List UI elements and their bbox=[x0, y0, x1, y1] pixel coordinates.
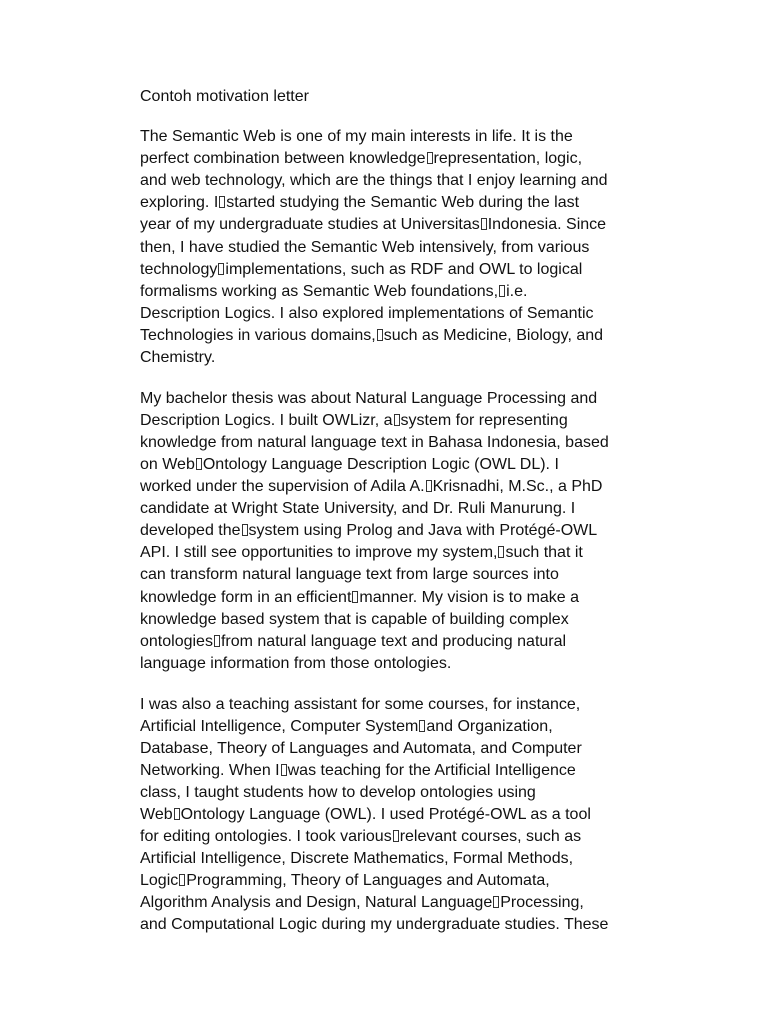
missing-glyph-icon bbox=[419, 720, 425, 732]
missing-glyph-icon bbox=[426, 480, 432, 492]
missing-glyph-icon bbox=[174, 808, 180, 820]
missing-glyph-icon bbox=[218, 263, 224, 275]
text-line: formalisms working as Semantic Web foundations, i.e. bbox=[140, 282, 528, 300]
paragraph bbox=[140, 388, 640, 675]
missing-glyph-icon bbox=[196, 458, 202, 470]
missing-glyph-icon bbox=[281, 764, 287, 776]
text-line: Artificial Intelligence, Discrete Mathematics, Formal Methods, bbox=[140, 850, 574, 868]
missing-glyph-icon bbox=[179, 874, 185, 886]
text-line: Database, Theory of Languages and Automata, and Computer bbox=[140, 739, 582, 757]
missing-glyph-icon bbox=[394, 414, 400, 426]
text-line: and web technology, which are the things that I enjoy learning and bbox=[140, 172, 608, 190]
missing-glyph-icon bbox=[498, 546, 504, 558]
text-line: exploring. I started studying the Semantic Web during the last bbox=[140, 194, 580, 212]
text-line: for editing ontologies. I took various relevant courses, such as bbox=[140, 828, 582, 846]
text-line: class, I taught students how to develop ontologies using bbox=[140, 783, 536, 801]
missing-glyph-icon bbox=[493, 896, 499, 908]
text-line: developed the system using Prolog and Java with Protégé-OWL bbox=[140, 522, 598, 540]
paragraph bbox=[140, 126, 640, 369]
missing-glyph-icon bbox=[499, 285, 505, 297]
text-line: Artificial Intelligence, Computer System and Organization, bbox=[140, 717, 553, 735]
text-line: technology implementations, such as RDF and OWL to logical bbox=[140, 260, 583, 278]
text-line: Networking. When I was teaching for the Artificial Intelligence bbox=[140, 761, 576, 779]
text-line: can transform natural language text from large sources into bbox=[140, 566, 559, 584]
text-line: Technologies in various domains, such as Medicine, Biology, and bbox=[140, 326, 604, 344]
text-line: knowledge based system that is capable of building complex bbox=[140, 610, 569, 628]
text-line: language information from those ontologies. bbox=[140, 654, 452, 672]
missing-glyph-icon bbox=[242, 524, 248, 536]
text-line: Logic Programming, Theory of Languages and Automata, bbox=[140, 872, 550, 890]
missing-glyph-icon bbox=[427, 152, 433, 164]
text-line: then, I have studied the Semantic Web intensively, from various bbox=[140, 238, 590, 256]
text-line: perfect combination between knowledge representation, logic, bbox=[140, 150, 583, 168]
missing-glyph-icon bbox=[481, 218, 487, 230]
text-line: Chemistry. bbox=[140, 349, 216, 367]
paragraph-list bbox=[140, 126, 640, 936]
missing-glyph-icon bbox=[219, 196, 225, 208]
text-line: on Web Ontology Language Description Logic (OWL DL). I bbox=[140, 456, 559, 473]
document-title: Contoh motivation letter bbox=[140, 88, 309, 105]
text-line: Description Logics. I built OWLizr, a system for representing bbox=[140, 411, 568, 429]
missing-glyph-icon bbox=[214, 635, 220, 647]
paragraph bbox=[140, 694, 640, 937]
text-line: and Computational Logic during my undergraduate studies. These bbox=[140, 916, 609, 934]
missing-glyph-icon bbox=[352, 591, 358, 603]
text-line: My bachelor thesis was about Natural Language Processing and bbox=[140, 389, 598, 407]
text-line: The Semantic Web is one of my main interests in life. It is the bbox=[140, 128, 573, 146]
text-line: knowledge form in an efficient manner. My vision is to make a bbox=[140, 588, 580, 606]
text-line: Description Logics. I also explored implementations of Semantic bbox=[140, 304, 594, 322]
missing-glyph-icon bbox=[377, 329, 383, 341]
text-line: year of my undergraduate studies at Universitas Indonesia. Since bbox=[140, 216, 607, 234]
document-body bbox=[140, 86, 640, 955]
text-line: Algorithm Analysis and Design, Natural Language Processing, bbox=[140, 894, 584, 912]
text-line: I was also a teaching assistant for some courses, for instance, bbox=[140, 695, 581, 713]
text-line: knowledge from natural language text in Bahasa Indonesia, based bbox=[140, 433, 609, 451]
text-line: API. I still see opportunities to improve my system, such that it bbox=[140, 544, 583, 562]
missing-glyph-icon bbox=[393, 830, 399, 842]
text-line: Web Ontology Language (OWL). I used Protégé-OWL as a tool bbox=[140, 806, 591, 823]
text-line: ontologies from natural language text and producing natural bbox=[140, 632, 567, 650]
text-line: candidate at Wright State University, and Dr. Ruli Manurung. I bbox=[140, 500, 576, 518]
text-line: worked under the supervision of Adila A. Krisnadhi, M.Sc., a PhD bbox=[140, 478, 603, 496]
